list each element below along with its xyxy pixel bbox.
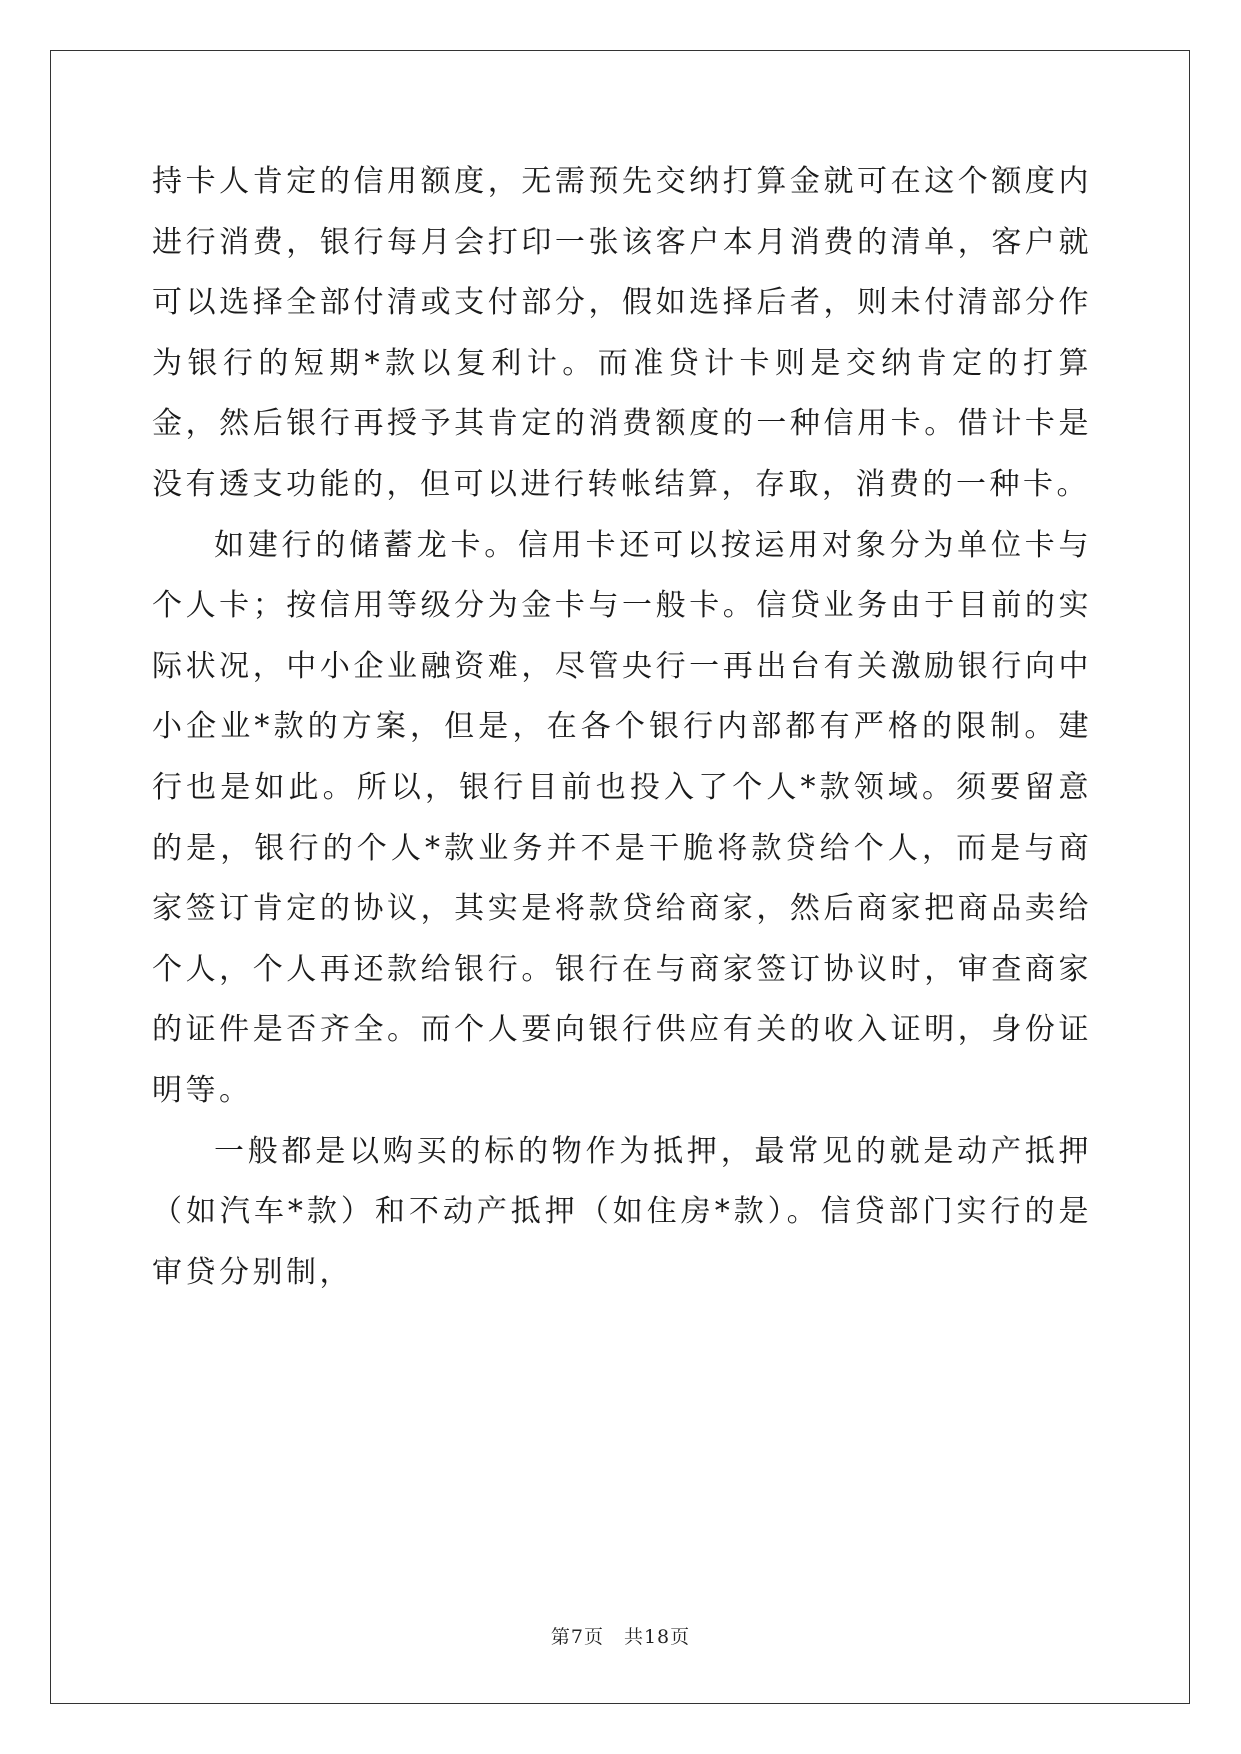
- line: 款以复利计。而准贷计卡则是交纳肯定的打算金，然后银行再授予其: [152, 345, 1093, 442]
- line: 持卡人肯定的信用额度，无需预先交纳打算金就可在这个额度内进行: [152, 164, 1092, 260]
- line: 卡；按信用等级分为金卡与一般卡。信贷业务由于目前的实际状况，: [152, 588, 1093, 684]
- line: 银行目前也投入了个人*款领域。须要留意的是，银行的个人*款业务: [152, 769, 1093, 866]
- paragraph-1: [152, 152, 1092, 516]
- line: 并不是干脆将款贷给个人，而是与商家签订肯定的协议，其实是将款: [152, 830, 1093, 927]
- paragraph-3: [152, 1122, 1092, 1304]
- line: 全部付清或支付部分，假如选择后者，则未付清部分作为银行的短期*: [152, 285, 1092, 381]
- paragraph-2: [152, 516, 1092, 1122]
- line: 关的收入证明，身份证明等。: [152, 1012, 1093, 1108]
- line: 商家签订协议时，审查商家的证件是否齐全。而个人要向银行供应有: [152, 951, 1093, 1048]
- line: 肯定的消费额度的一种信用卡。借计卡是没有透支功能的，但可以进: [152, 406, 1093, 502]
- line: 中小企业融资难，尽管央行一再出台有关激励银行向中小企业*款的方: [152, 648, 1092, 745]
- line: 汽车*款）和不动产抵押（如住房*款）。信贷部门实行的是审贷分别制，: [152, 1194, 1093, 1290]
- document-body: [152, 152, 1092, 1303]
- line: 一般都是以购买的标的物作为抵押，最常见的就是动产抵押（如: [152, 1133, 1092, 1230]
- line: 行转帐结算，存取，消费的一种卡。: [554, 466, 1090, 502]
- page-number-footer: 第7页 共18页: [550, 1626, 691, 1648]
- line: 案，但是，在各个银行内部都有严格的限制。建行也是如此。所以，: [152, 709, 1093, 805]
- line: 如建行的储蓄龙卡。信用卡还可以按运用对象分为单位卡与个人: [152, 527, 1092, 624]
- line: 消费，银行每月会打印一张该客户本月消费的清单，客户就可以选择: [152, 224, 1093, 321]
- line: 贷给商家，然后商家把商品卖给个人，个人再还款给银行。银行在与: [152, 891, 1093, 987]
